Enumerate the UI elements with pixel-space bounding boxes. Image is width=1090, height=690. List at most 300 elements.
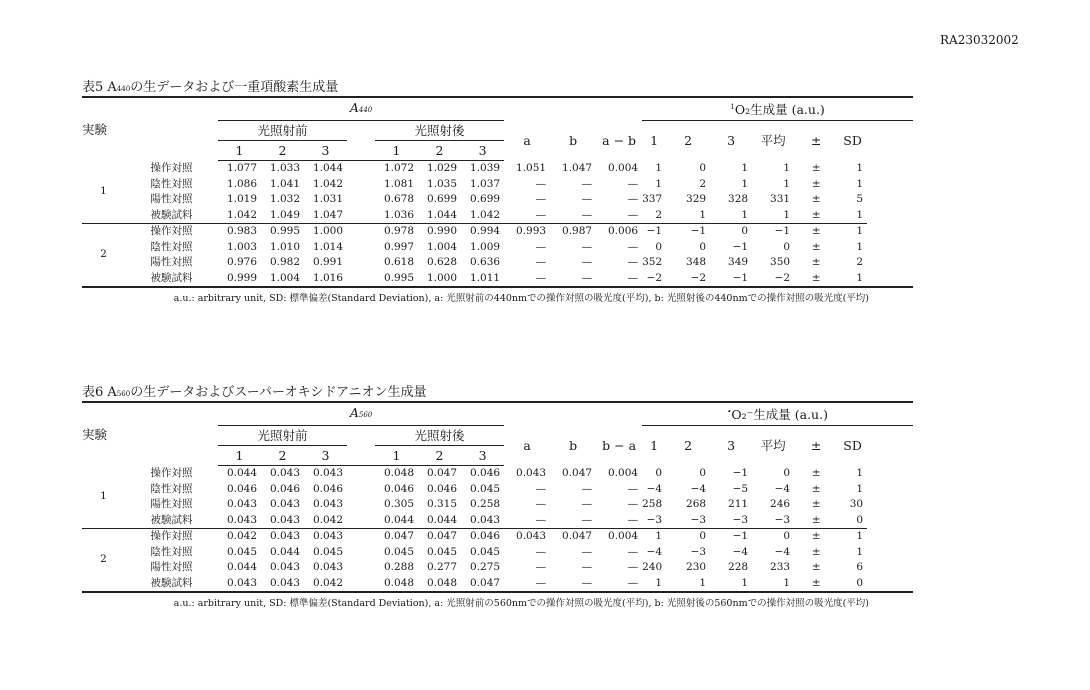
after-value: 1.000 [426,271,457,284]
diff-value: — [627,576,639,589]
after-value: 0.997 [383,240,414,253]
before-value: 1.010 [269,240,300,253]
after-value: 0.048 [383,576,414,589]
after-value: 0.995 [383,271,414,284]
rep-value: 1 [699,576,707,589]
rep-value: −1 [732,466,749,479]
rep-value: 1 [741,208,749,221]
before-value: 0.043 [226,576,257,589]
rep-value: 349 [728,256,749,268]
rep-value: 268 [686,498,707,510]
mean-value: 1 [783,161,791,174]
plus-minus: ± [811,545,821,558]
abs-symbol: A [349,100,359,115]
after-value: 0.699 [470,193,501,205]
spacer-cell [347,497,375,513]
before-value: 1.019 [226,193,257,205]
rep-value: 1 [741,576,749,589]
sample-name: 操作対照 [125,529,218,545]
rep-value: −4 [646,482,663,495]
plus-minus: ± [794,224,838,240]
plus-minus: ± [811,161,821,174]
rep-value: −1 [732,271,749,284]
experiment-number: 2 [82,224,125,288]
before-value: 1.014 [312,240,343,253]
a-value: 1.051 [516,161,547,174]
after-value: 1.044 [426,208,457,221]
mean-value: 1 [783,177,791,190]
after-value: 0.978 [375,224,418,240]
before-value: 1.004 [269,271,300,284]
rep-value: −1 [642,224,666,240]
header-before-rep-3: 3 [304,446,347,466]
spacer-cell [347,482,375,498]
diff-value: — [627,482,639,495]
after-value: 0.046 [383,482,414,495]
plus-minus: ± [811,208,821,221]
sample-name: 陽性対照 [150,498,193,510]
before-value: 0.991 [312,256,343,268]
sd-value: 1 [856,161,864,174]
rep-value: −3 [646,513,663,526]
before-value: 1.049 [269,208,300,221]
rep-value: −2 [646,271,663,284]
before-value: 1.031 [312,193,343,205]
a-value: — [535,271,547,284]
after-value: 0.046 [426,482,457,495]
header-blank [125,402,218,466]
rep-value: 211 [728,498,749,510]
rep-value: 2 [655,208,663,221]
sd-value: 1 [856,208,864,221]
before-value: 0.044 [269,545,300,558]
before-value: 0.042 [218,529,261,545]
spacer-cell [347,271,375,288]
a-value: — [535,240,547,253]
sample-name: 被験試料 [150,208,193,221]
before-value: 1.032 [269,193,300,205]
after-value: 0.047 [470,576,501,589]
mean-value: −4 [774,482,791,495]
header-rep-3: 3 [727,133,736,149]
diff-value: — [627,498,639,510]
before-value: 1.016 [312,271,343,284]
spacer-cell [347,177,375,193]
header-rep-1: 1 [650,133,659,149]
after-value: 0.047 [418,529,461,545]
mean-value: 350 [770,256,791,268]
a-value: — [535,208,547,221]
b-value: — [581,545,593,558]
header-plus-minus: ± [810,133,822,149]
plus-minus: ± [794,529,838,545]
table-row [82,466,913,482]
header-after-irradiation: 光照射後 [375,121,504,141]
production-prefix: 1 [730,103,735,112]
before-value: 0.043 [261,529,304,545]
production-label: O₂⁻生成量 (a.u.) [731,407,828,423]
sd-value: 1 [838,224,867,240]
table-row [82,529,913,545]
before-value: 0.043 [312,467,343,479]
mean-value: 1 [783,576,791,589]
a-value: — [535,256,547,268]
production-label: O₂生成量 (a.u.) [734,102,825,118]
header-a: a [523,133,531,148]
after-value: 1.036 [383,208,414,221]
before-value: 0.043 [226,498,257,510]
table-row [82,560,913,576]
header-before-rep-3: 3 [304,141,347,161]
a-value: — [535,482,547,495]
after-value: 0.046 [461,529,504,545]
header-sd: SD [843,438,862,454]
header-difference: b − a [602,438,637,453]
sd-value: 5 [856,193,864,205]
after-value: 0.699 [426,193,457,205]
mean-value: −3 [774,513,791,526]
plus-minus: ± [811,177,821,190]
plus-minus: ± [811,498,821,510]
before-value: 0.043 [269,498,300,510]
mean-value: 1 [783,208,791,221]
sample-name: 陽性対照 [150,561,193,573]
plus-minus: ± [811,466,821,479]
mean-value: −4 [774,545,791,558]
rep-value: 1 [642,529,666,545]
header-mean: 平均 [760,438,786,454]
before-value: 0.046 [269,482,300,495]
after-value: 0.043 [470,513,501,526]
diff-value: — [627,513,639,526]
after-value: 0.044 [383,513,414,526]
before-value: 0.982 [269,256,300,268]
header-before-rep-2: 2 [261,141,304,161]
spacer-cell [347,224,375,240]
header-rep-1: 1 [650,438,659,454]
after-value: 0.275 [470,561,501,573]
mean-value: −2 [774,271,791,284]
rep-value: 1 [655,177,663,190]
table-number: 表5 [82,80,104,95]
after-value: 1.039 [470,162,501,174]
rep-value: 230 [686,561,707,573]
rep-value: 0 [699,466,707,479]
sample-name: 陰性対照 [150,482,193,495]
mean-value: 331 [770,193,791,205]
b-value: — [581,576,593,589]
rep-value: 0 [699,240,707,253]
a-value: 0.043 [516,466,547,479]
before-value: 1.041 [269,177,300,190]
before-value: 1.042 [312,177,343,190]
before-value: 0.983 [218,224,261,240]
header-b: b [569,438,578,453]
diff-value: 0.004 [608,161,639,174]
data-table [82,401,913,593]
mean-value: 246 [770,498,791,510]
before-value: 0.043 [269,513,300,526]
a-value: — [535,576,547,589]
after-value: 0.045 [383,545,414,558]
after-value: 1.009 [470,240,501,253]
rep-value: −4 [646,545,663,558]
sd-value: 2 [856,256,864,268]
spacer-cell [347,545,375,561]
sd-value: 6 [856,561,864,573]
before-value: 0.043 [226,513,257,526]
rep-value: −3 [690,545,707,558]
header-before-irradiation: 光照射前 [218,426,347,446]
header-after-rep-2: 2 [418,446,461,466]
table-title [82,385,875,401]
after-value: 1.029 [426,162,457,174]
after-value: 0.994 [461,224,504,240]
b-value: 0.987 [550,224,596,240]
header-spacer [347,446,375,466]
sample-name: 操作対照 [125,224,218,240]
document-id: RA23032002 [940,33,1019,47]
a-value: — [535,545,547,558]
spacer-cell [347,529,375,545]
mean-value: −1 [752,224,794,240]
before-value: 0.995 [261,224,304,240]
rep-value: −4 [690,482,707,495]
table-row [82,255,913,271]
table-row [82,545,913,561]
title-text: の生データおよび一重項酸素生成量 [130,80,339,95]
sd-value: 1 [856,545,864,558]
a-value: 0.993 [504,224,550,240]
b-value: — [581,208,593,221]
rep-value: −1 [710,529,752,545]
before-value: 0.046 [312,482,343,495]
spacer-cell [347,576,375,593]
after-value: 0.047 [426,467,457,479]
after-value: 0.990 [418,224,461,240]
b-value: — [581,513,593,526]
spacer-cell [347,161,375,177]
before-value: 1.044 [312,162,343,174]
sample-name: 被験試料 [150,576,193,589]
b-value: — [581,271,593,284]
spacer-cell [347,513,375,529]
sample-name: 陰性対照 [150,177,193,190]
sd-value: 1 [856,466,864,479]
table-row [82,576,913,593]
rep-value: 240 [642,561,663,573]
a-value: — [535,513,547,526]
header-absorbance [218,402,504,426]
before-value: 1.000 [304,224,347,240]
b-value: — [581,193,593,205]
header-absorbance [218,97,504,121]
title-abs-wavelength: 560 [116,390,131,398]
before-value: 0.976 [226,256,257,268]
before-value: 0.043 [312,498,343,510]
b-value: 0.047 [550,529,596,545]
header-after-rep-3: 3 [461,446,504,466]
b-value: — [581,482,593,495]
rep-value: −4 [732,545,749,558]
spacer-cell [347,192,375,208]
before-value: 1.003 [226,240,257,253]
before-value: 1.086 [226,177,257,190]
sample-name: 被験試料 [150,513,193,526]
table-row [82,482,913,498]
after-value: 1.072 [383,162,414,174]
header-sd: SD [843,133,862,149]
rep-value: −3 [690,513,707,526]
before-value: 1.042 [226,208,257,221]
after-value: 0.277 [426,561,457,573]
rep-value: 0 [666,529,710,545]
experiment-number: 1 [100,185,107,197]
header-b: b [569,133,578,148]
spacer-cell [347,255,375,271]
spacer-cell [347,560,375,576]
b-value: 1.047 [562,161,593,174]
after-value: 1.035 [426,177,457,190]
header-rep-2: 2 [684,438,693,454]
before-value: 0.044 [226,561,257,573]
after-value: 0.045 [470,545,501,558]
header-gap [504,402,642,426]
after-value: 0.045 [470,482,501,495]
rep-value: −5 [732,482,749,495]
rep-value: 1 [655,161,663,174]
rep-value: 352 [642,256,663,268]
sample-name: 操作対照 [150,161,193,174]
header-after-rep-1: 1 [375,446,418,466]
header-after-rep-2: 2 [418,141,461,161]
b-value: — [581,561,593,573]
data-table [82,96,913,288]
before-value: 0.046 [226,482,257,495]
after-value: 0.636 [470,256,501,268]
rep-value: 258 [642,498,663,510]
sd-value: 1 [838,529,867,545]
table-footnote: a.u.: arbitrary unit, SD: 標準偏差(Standard Deviation), a: 光照射前の560nmでの操作対照の吸光度(平均), b: 光照射後の560nmでの操作対照の吸光度(平均) [173,598,869,609]
diff-value: — [627,561,639,573]
experiment-number: 1 [100,490,107,502]
after-value: 0.045 [426,545,457,558]
title-abs-symbol: A [107,80,117,95]
table-row [82,497,913,513]
before-value: 0.045 [226,545,257,558]
table-row [82,224,913,240]
before-value: 0.043 [269,576,300,589]
rep-value: 328 [728,193,749,205]
diff-value: — [627,177,639,190]
plus-minus: ± [811,193,821,205]
plus-minus: ± [811,256,821,268]
sample-name: 陰性対照 [150,545,193,558]
sd-value: 0 [856,513,864,526]
spacer-cell [347,240,375,256]
mean-value: 233 [770,561,791,573]
diff-value: — [627,545,639,558]
header-after-rep-3: 3 [461,141,504,161]
table-6-block [82,385,875,609]
table-row [82,161,913,177]
header-spacer [347,121,375,141]
header-before-rep-2: 2 [261,446,304,466]
rep-value: 1 [655,576,663,589]
spacer-cell [347,466,375,482]
header-after-rep-1: 1 [375,141,418,161]
rep-value: 0 [699,161,707,174]
before-value: 0.043 [304,529,347,545]
table-row [82,192,913,208]
after-value: 0.315 [426,498,457,510]
rep-value: 348 [686,256,707,268]
a-value: — [535,177,547,190]
sd-value: 30 [849,498,864,510]
diff-value: — [627,193,639,205]
sd-value: 1 [856,240,864,253]
experiment-number: 2 [82,529,125,593]
mean-value: 0 [783,466,791,479]
before-value: 0.044 [226,467,257,479]
abs-wavelength: 560 [358,411,373,419]
after-value: 0.305 [383,498,414,510]
title-text: の生データおよびスーパーオキシドアニオン生成量 [130,385,427,400]
before-value: 0.045 [312,545,343,558]
after-value: 0.678 [383,193,414,205]
sample-name: 陰性対照 [150,240,193,253]
title-abs-wavelength: 440 [116,85,131,93]
rep-value: −2 [690,271,707,284]
sd-value: 1 [856,177,864,190]
diff-value: — [627,271,639,284]
header-before-rep-1: 1 [218,141,261,161]
after-value: 0.288 [383,561,414,573]
table-number: 表6 [82,385,104,400]
before-value: 0.999 [226,271,257,284]
table-row [82,513,913,529]
rep-value: −1 [666,224,710,240]
rep-value: 1 [741,161,749,174]
table-row [82,271,913,288]
after-value: 0.046 [470,467,501,479]
spacer-cell [347,208,375,224]
plus-minus: ± [811,271,821,284]
sd-value: 1 [856,482,864,495]
a-value: — [535,561,547,573]
table-row [82,240,913,256]
after-value: 1.037 [470,177,501,190]
header-gap [504,97,642,121]
b-value: 0.047 [562,466,593,479]
before-value: 1.047 [312,208,343,221]
rep-value: 1 [699,208,707,221]
after-value: 0.048 [383,467,414,479]
table-row [82,208,913,224]
sample-name: 被験試料 [150,271,193,284]
diff-value: 0.004 [608,466,639,479]
rep-value: −3 [732,513,749,526]
a-value: — [535,193,547,205]
after-value: 0.258 [470,498,501,510]
table-5-block [82,80,875,304]
after-value: 1.042 [470,208,501,221]
header-production [642,402,913,426]
after-value: 0.618 [383,256,414,268]
rep-value: 2 [699,177,707,190]
abs-wavelength: 440 [358,106,373,114]
b-value: — [581,498,593,510]
